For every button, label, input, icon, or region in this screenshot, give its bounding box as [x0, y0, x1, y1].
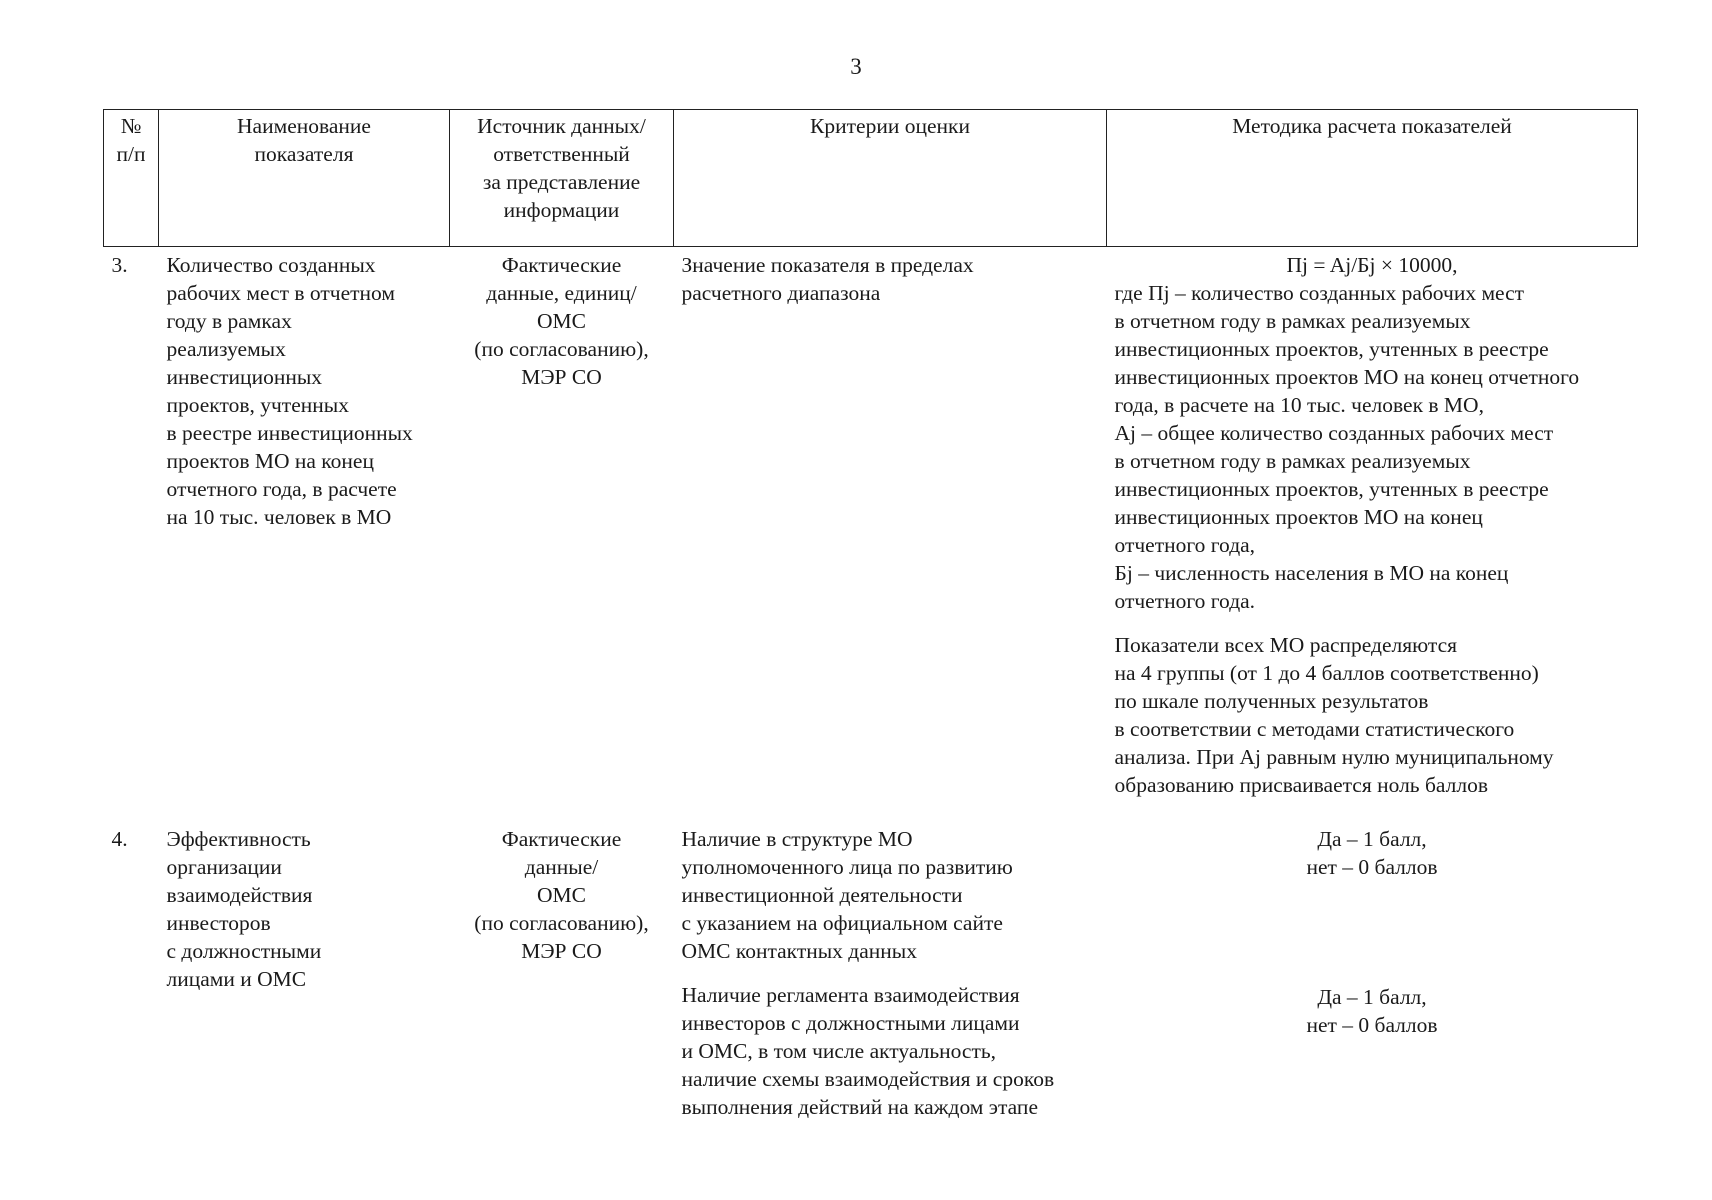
scores — [1107, 825, 1638, 1121]
header-line: информации — [503, 198, 620, 222]
header-data-source — [450, 110, 674, 247]
text-line: Количество созданных — [166, 253, 376, 277]
header-line: показателя — [254, 142, 354, 166]
text-line: по шкале полученных результатов — [1114, 689, 1429, 713]
text-line: Значение показателя в пределах — [681, 253, 974, 277]
text-line: инвестиционных проектов МО на конец — [1114, 505, 1483, 529]
text-line: Фактические — [501, 253, 622, 277]
text-line: и ОМС, в том числе актуальность, — [681, 1039, 997, 1063]
text-line: МЭР СО — [521, 365, 602, 389]
header-line: Критерии оценки — [810, 114, 970, 138]
text-line: анализа. При Aj равным нулю муниципальному — [1114, 745, 1554, 769]
text-line: лицами и ОМС — [166, 967, 307, 991]
header-line: Наименование — [237, 114, 371, 138]
header-line: Источник данных/ — [477, 114, 646, 138]
text-line: инвесторов — [166, 911, 271, 935]
text-line: данные, единиц/ — [486, 281, 637, 305]
text-line: Aj – общее количество созданных рабочих мест — [1114, 421, 1554, 445]
text-line: на 10 тыс. человек в МО — [166, 505, 392, 529]
text-line: инвестиционных проектов МО на конец отчетного — [1114, 365, 1580, 389]
criteria — [674, 825, 1107, 1121]
text-line: инвестиционных проектов, учтенных в реестре — [1114, 337, 1549, 361]
text-line: организации — [166, 855, 282, 879]
text-line: отчетного года, — [1114, 533, 1256, 557]
data-source — [450, 247, 674, 800]
text-line: взаимодействия — [166, 883, 313, 907]
header-line: Методика расчета показателей — [1232, 114, 1512, 138]
row-number — [104, 247, 159, 800]
text-line: инвестиционной деятельности — [681, 883, 963, 907]
text-line: ОМС контактных данных — [681, 939, 917, 963]
table-header-row — [104, 110, 1638, 247]
text-line: в реестре инвестиционных — [166, 421, 413, 445]
text-line: инвестиционных — [166, 365, 323, 389]
criteria — [674, 247, 1107, 800]
text-line: в соответствии с методами статистического — [1114, 717, 1515, 741]
text-line: образованию присваивается ноль баллов — [1114, 773, 1489, 797]
text-line: Фактические — [501, 827, 622, 851]
row-number-text: 3. — [111, 253, 128, 277]
text-line: Да – 1 балл, — [1317, 985, 1427, 1009]
text-line: нет – 0 баллов — [1306, 1013, 1438, 1037]
text-line: где Пj – количество созданных рабочих мест — [1114, 281, 1525, 305]
table-row — [104, 247, 1638, 800]
text-line: рабочих мест в отчетном — [166, 281, 395, 305]
text-line: расчетного диапазона — [681, 281, 881, 305]
text-line: году в рамках — [166, 309, 292, 333]
header-criteria — [674, 110, 1107, 247]
indicators-table — [103, 109, 1638, 1121]
text-line: отчетного года, в расчете — [166, 477, 397, 501]
text-line: в отчетном году в рамках реализуемых — [1114, 449, 1471, 473]
calculation-method — [1107, 247, 1638, 800]
text-line: наличие схемы взаимодействия и сроков — [681, 1067, 1055, 1091]
header-method — [1107, 110, 1638, 247]
indicator-name — [159, 825, 450, 1121]
text-line: Эффективность — [166, 827, 311, 851]
text-line: на 4 группы (от 1 до 4 баллов соответственно) — [1114, 661, 1539, 685]
text-line: Наличие в структуре МО — [681, 827, 913, 851]
formula: Пj = Aj/Бj × 10000, — [1286, 253, 1458, 277]
text-line: данные/ — [524, 855, 599, 879]
text-line: с должностными — [166, 939, 322, 963]
text-line: с указанием на официальном сайте — [681, 911, 1003, 935]
header-line: № — [120, 114, 142, 138]
text-line: МЭР СО — [521, 939, 602, 963]
text-line: Да – 1 балл, — [1317, 827, 1427, 851]
text-line: нет – 0 баллов — [1306, 855, 1438, 879]
text-line: проектов МО на конец — [166, 449, 374, 473]
header-line: ответственный — [493, 142, 630, 166]
text-line: уполномоченного лица по развитию — [681, 855, 1013, 879]
text-line: проектов, учтенных — [166, 393, 349, 417]
text-line: реализуемых — [166, 337, 286, 361]
text-line: инвесторов с должностными лицами — [681, 1011, 1020, 1035]
header-line: п/п — [116, 142, 146, 166]
row-number-text: 4. — [111, 827, 128, 851]
table-row — [104, 825, 1638, 1121]
header-number — [104, 110, 159, 247]
header-indicator-name — [159, 110, 450, 247]
text-line: ОМС — [537, 883, 586, 907]
text-line: года, в расчете на 10 тыс. человек в МО, — [1114, 393, 1484, 417]
text-line: Показатели всех МО распределяются — [1114, 633, 1458, 657]
text-line: выполнения действий на каждом этапе — [681, 1095, 1038, 1119]
row-number — [104, 825, 159, 1121]
data-source — [450, 825, 674, 1121]
indicator-name — [159, 247, 450, 800]
text-line: в отчетном году в рамках реализуемых — [1114, 309, 1471, 333]
text-line: инвестиционных проектов, учтенных в реестре — [1114, 477, 1549, 501]
text-line: отчетного года. — [1114, 589, 1256, 613]
text-line: (по согласованию), — [474, 337, 649, 361]
page-number: 3 — [850, 54, 862, 79]
text-line: Наличие регламента взаимодействия — [681, 983, 1020, 1007]
text-line: Бj – численность населения в МО на конец — [1114, 561, 1509, 585]
text-line: ОМС — [537, 309, 586, 333]
text-line: (по согласованию), — [474, 911, 649, 935]
header-line: за представление — [482, 170, 641, 194]
